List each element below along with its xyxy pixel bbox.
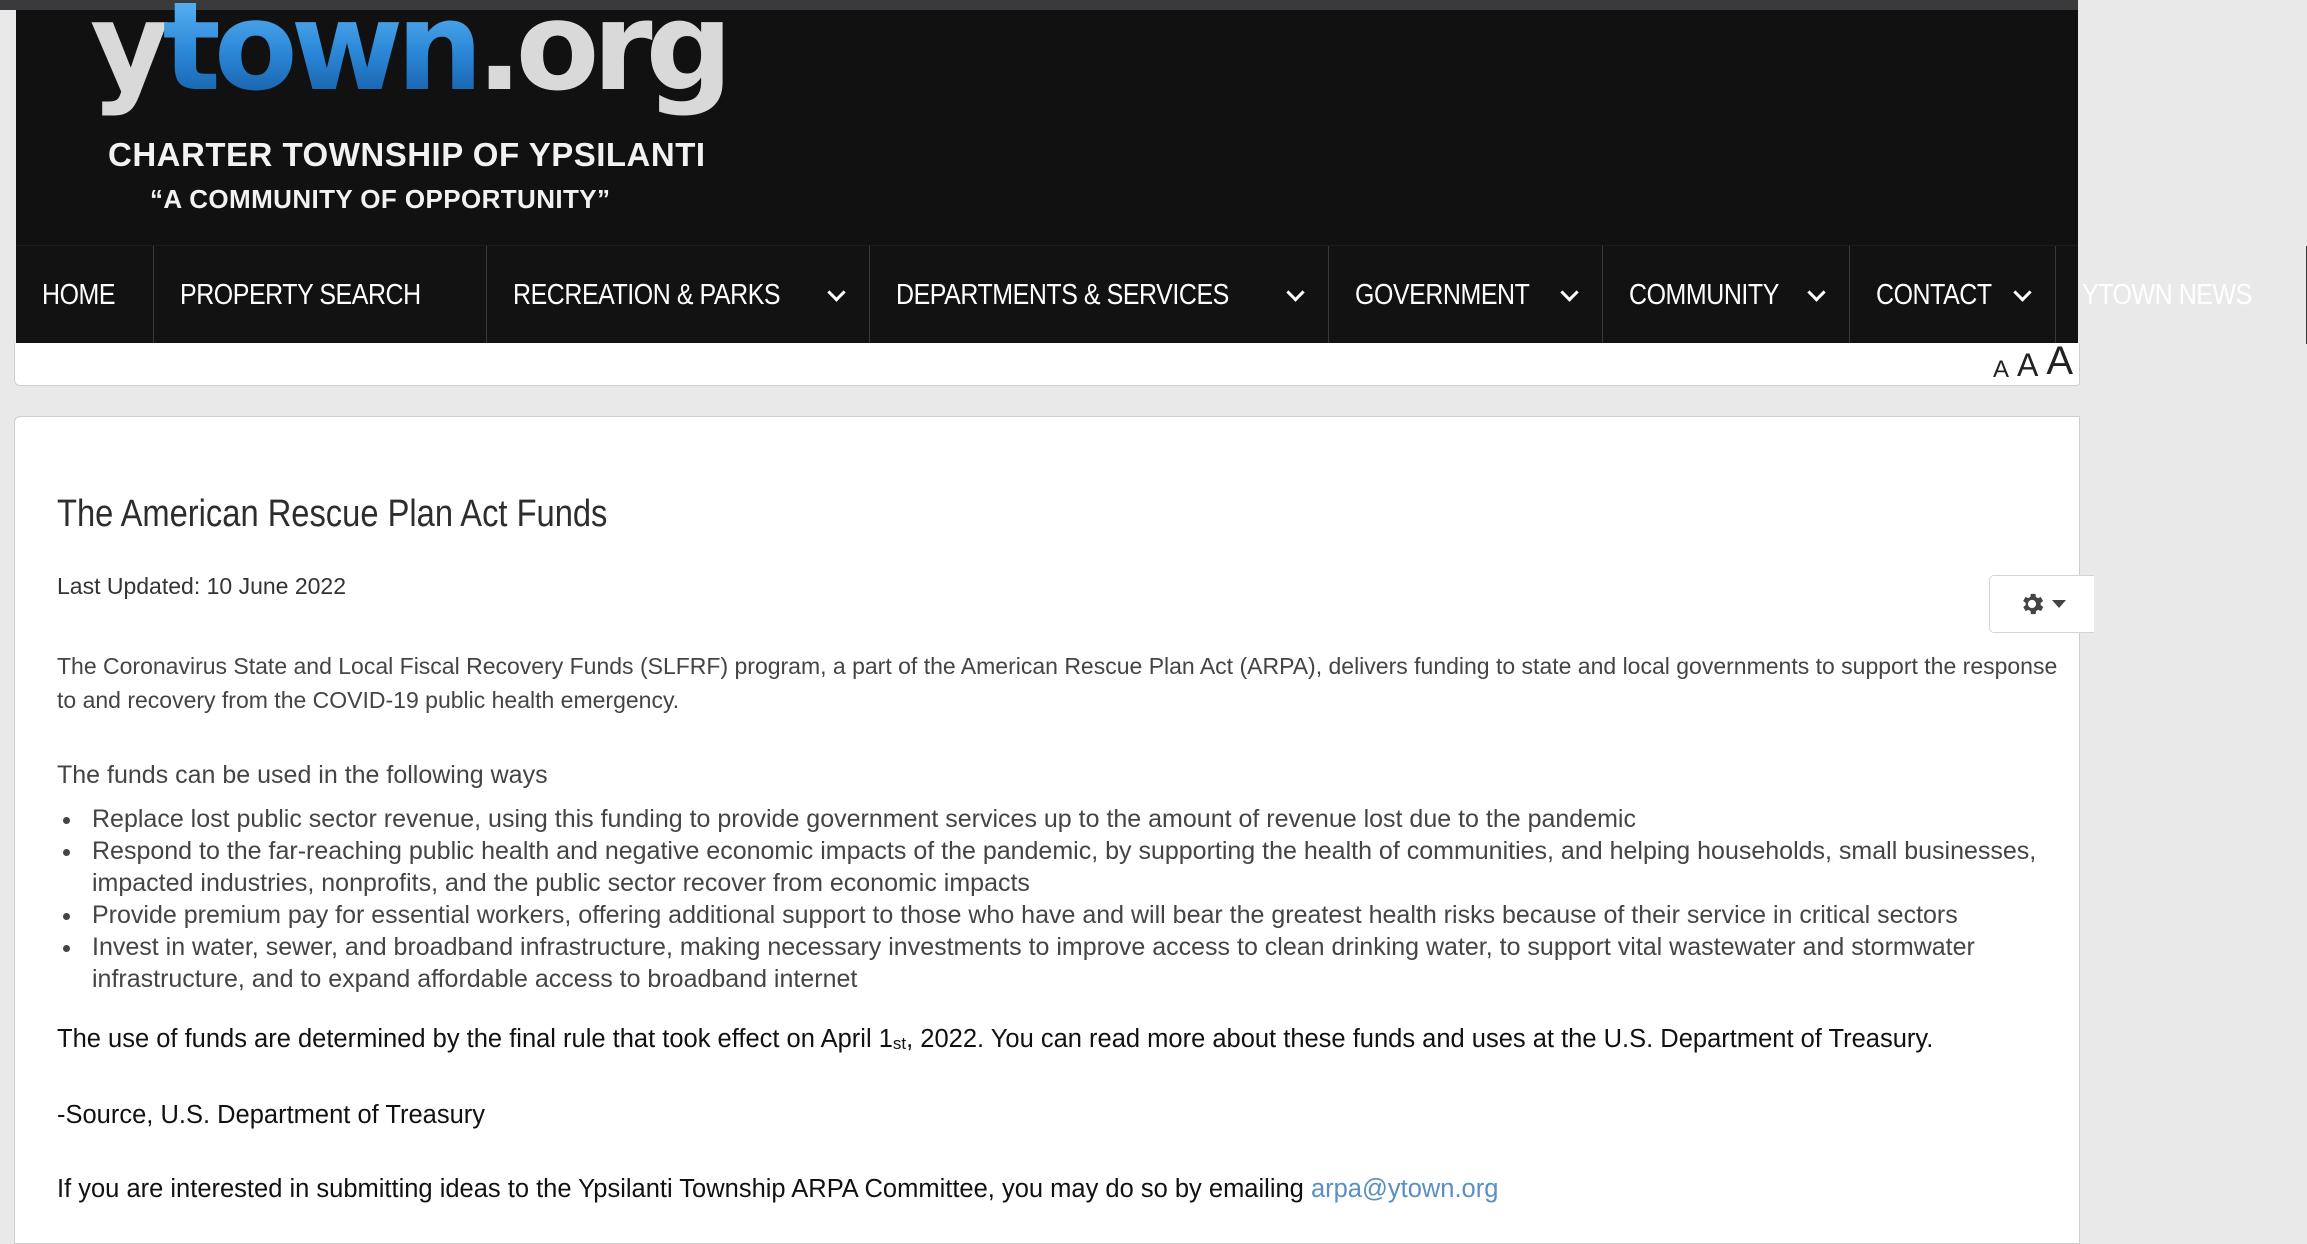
font-size-controls <box>1993 339 2073 384</box>
main-navigation <box>16 245 2253 344</box>
chevron-down-icon <box>827 283 845 301</box>
chevron-down-icon <box>1286 283 1304 301</box>
gear-icon <box>2018 590 2046 618</box>
chevron-down-icon <box>1807 283 1825 301</box>
list-item: • Replace lost public sector revenue, using this funding to provide government services up to the amount of revenue lost due to the pandemic <box>84 803 2096 835</box>
nav-item-government[interactable] <box>1329 246 1604 344</box>
font-size-small-button[interactable]: A <box>1992 356 2009 383</box>
logo-slogan: “A COMMUNITY OF OPPORTUNITY” <box>150 184 611 214</box>
logo-word-org: .org <box>476 0 726 118</box>
final-rule-paragraph <box>57 1025 1933 1054</box>
nav-item-home[interactable] <box>16 246 154 344</box>
font-size-medium-button[interactable]: A <box>2016 347 2039 383</box>
intro-paragraph: The Coronavirus State and Local Fiscal Recovery Funds (SLFRF) program, a part of the American Rescue Plan Act (ARPA), delivers funding to state and local governments to support the response to and recovery from the COVID-19 public health emergency. <box>57 653 2058 713</box>
nav-item-contact[interactable] <box>1850 246 2057 344</box>
font-size-toolbar <box>14 339 2080 386</box>
nav-item-label: DEPARTMENTS & SERVICES <box>895 278 1229 311</box>
nav-item-ytown-news[interactable] <box>2056 246 2306 344</box>
final-rule-text-end: , 2022. You can read more about these funds and uses at the U.S. Department of Treasury. <box>906 1025 1934 1053</box>
chevron-down-icon <box>1561 283 1579 301</box>
submit-ideas-text: If you are interested in submitting ideas to the Ypsilanti Township ARPA Committee, you may do so by emailing <box>57 1175 1311 1203</box>
nav-item-property-search[interactable] <box>154 246 487 344</box>
site-header <box>16 0 2078 245</box>
logo-word-y: y <box>90 0 163 118</box>
article-panel <box>14 416 2080 1244</box>
logo-wordmark <box>90 0 726 122</box>
list-item: • Invest in water, sewer, and broadband infrastructure, making necessary investments to improve access to clean drinking water, to support vital wastewater and stormwater infrastructure, and to expand affordable access to broadband internet <box>84 931 2096 995</box>
nav-item-label: RECREATION & PARKS <box>512 278 781 311</box>
nav-item-label: CONTACT <box>1875 278 1992 311</box>
list-item: • Respond to the far-reaching public health and negative economic impacts of the pandemic, by supporting the health of communities, and helping households, small businesses, impacted industries, nonprofits, and the public sector recover from economic impacts <box>84 835 2096 899</box>
nav-item-label: YTOWN NEWS <box>2082 278 2253 311</box>
funds-uses-list <box>57 803 2096 995</box>
chevron-down-icon <box>2014 283 2032 301</box>
site-logo[interactable] <box>72 0 726 245</box>
nav-menu <box>16 246 2253 344</box>
arpa-email-link[interactable]: arpa@ytown.org <box>1310 1175 1499 1203</box>
nav-item-label: HOME <box>42 278 116 311</box>
source-attribution: -Source, U.S. Department of Treasury <box>57 1101 485 1129</box>
nav-item-recreation-parks[interactable] <box>487 246 870 344</box>
nav-item-community[interactable] <box>1603 246 1849 344</box>
nav-item-label: PROPERTY SEARCH <box>180 278 421 311</box>
final-rule-text-start: The use of funds are determined by the final rule that took effect on April 1 <box>57 1025 893 1053</box>
last-updated-date: Last Updated: 10 June 2022 <box>57 573 347 599</box>
logo-township-name: CHARTER TOWNSHIP OF YPSILANTI <box>108 136 706 173</box>
funds-heading: The funds can be used in the following ways <box>57 761 548 789</box>
nav-item-departments-services[interactable] <box>870 246 1329 344</box>
caret-down-icon <box>2052 600 2066 608</box>
final-rule-ordinal: st <box>892 1034 907 1053</box>
page-title: The American Rescue Plan Act Funds <box>57 493 608 535</box>
logo-word-town: town <box>163 0 477 118</box>
submit-ideas-paragraph <box>57 1175 1498 1204</box>
list-item: • Provide premium pay for essential workers, offering additional support to those who have and will bear the greatest health risks because of their service in critical sectors <box>84 899 2096 931</box>
nav-item-label: COMMUNITY <box>1629 278 1780 311</box>
font-size-large-button[interactable]: A <box>2046 339 2073 383</box>
nav-item-label: GOVERNMENT <box>1354 278 1530 311</box>
article-options-button[interactable] <box>1989 575 2094 633</box>
